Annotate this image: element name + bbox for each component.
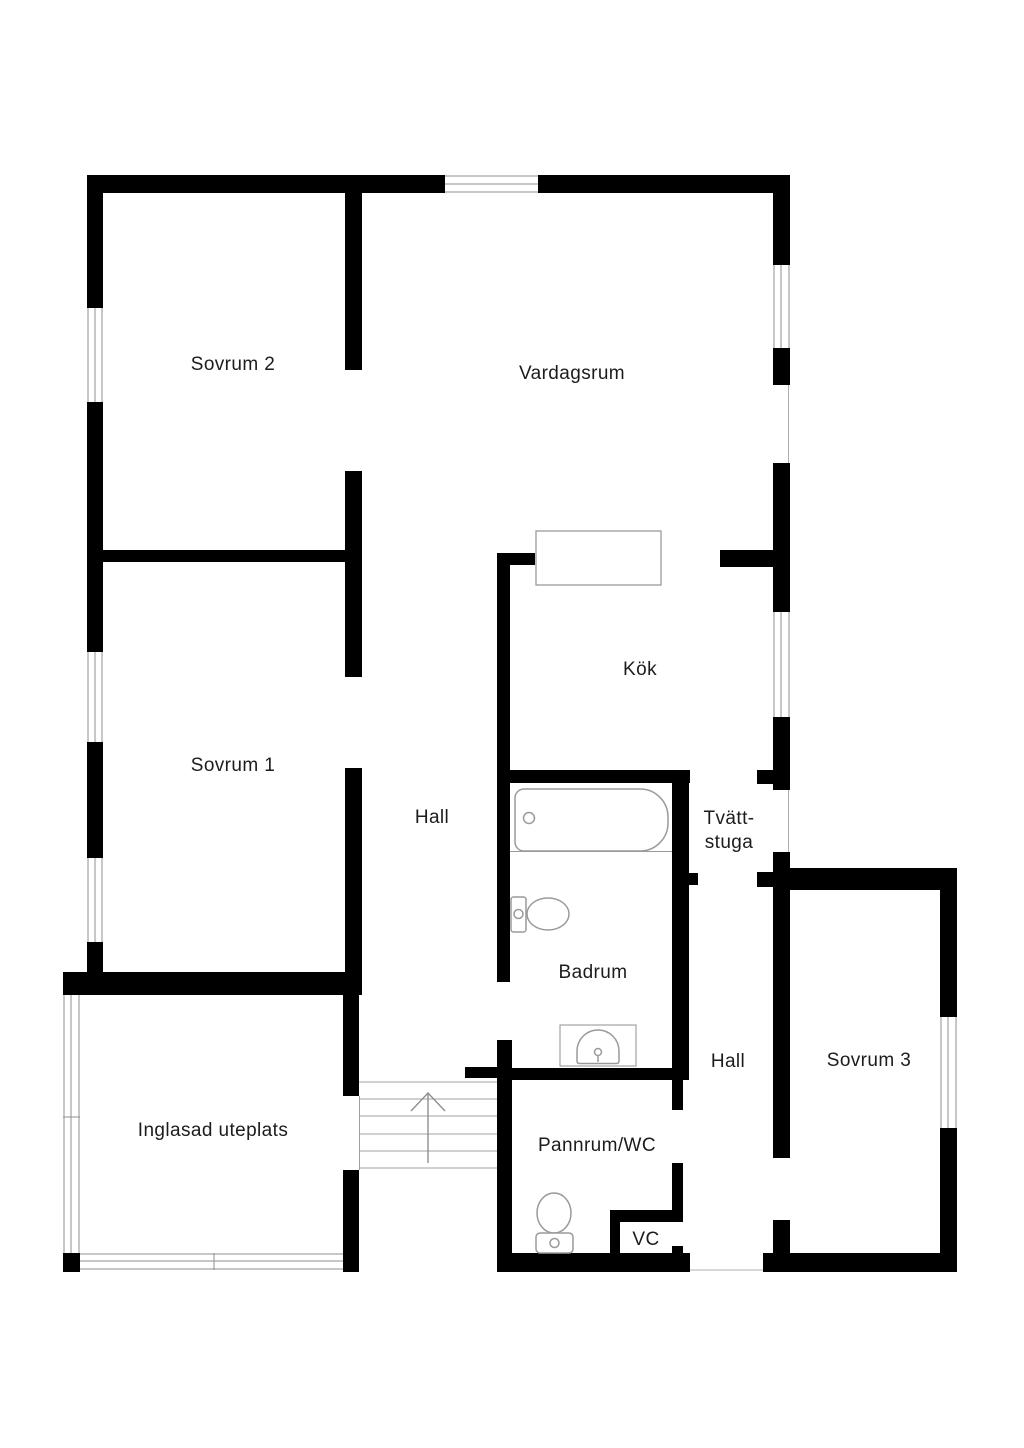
room-label-vardagsrum: Vardagsrum xyxy=(518,363,626,384)
window-left-sovrum1-a xyxy=(88,652,102,742)
room-label-sovrum-3: Sovrum 3 xyxy=(826,1050,912,1071)
room-label-hall-center: Hall xyxy=(414,807,450,828)
room-label-sovrum-2: Sovrum 2 xyxy=(190,354,276,375)
toilet-icon xyxy=(511,897,569,932)
room-label-vc: VC xyxy=(632,1229,660,1250)
room-label-hall-right: Hall xyxy=(710,1051,746,1072)
kitchen-counter xyxy=(536,531,661,585)
window-right-kok xyxy=(774,612,789,717)
walls xyxy=(63,175,957,1272)
window-left-sovrum1-b xyxy=(88,858,102,942)
room-label-badrum: Badrum xyxy=(558,962,628,983)
glazing-uteplats-left xyxy=(63,995,80,1253)
glazing-uteplats-bottom xyxy=(80,1253,343,1270)
window-top xyxy=(445,176,538,192)
room-label-tvattstuga-line2: stuga xyxy=(704,832,754,853)
up-arrow-icon xyxy=(411,1093,445,1163)
window-right-vardagsrum xyxy=(774,265,789,348)
room-label-inglasad-uteplats: Inglasad uteplats xyxy=(137,1120,289,1141)
room-label-kok: Kök xyxy=(623,659,657,680)
toilet-icon xyxy=(536,1193,573,1253)
room-label-tvattstuga xyxy=(704,807,755,855)
room-label-pannrum-wc: Pannrum/WC xyxy=(537,1135,657,1156)
room-label-tvattstuga-line1: Tvätt- xyxy=(703,808,755,829)
sink-icon xyxy=(560,1025,636,1066)
bathtub-icon xyxy=(510,789,672,852)
window-sovrum3 xyxy=(941,1017,956,1128)
room-label-sovrum-1: Sovrum 1 xyxy=(190,755,276,776)
window-left-sovrum2 xyxy=(88,308,102,402)
